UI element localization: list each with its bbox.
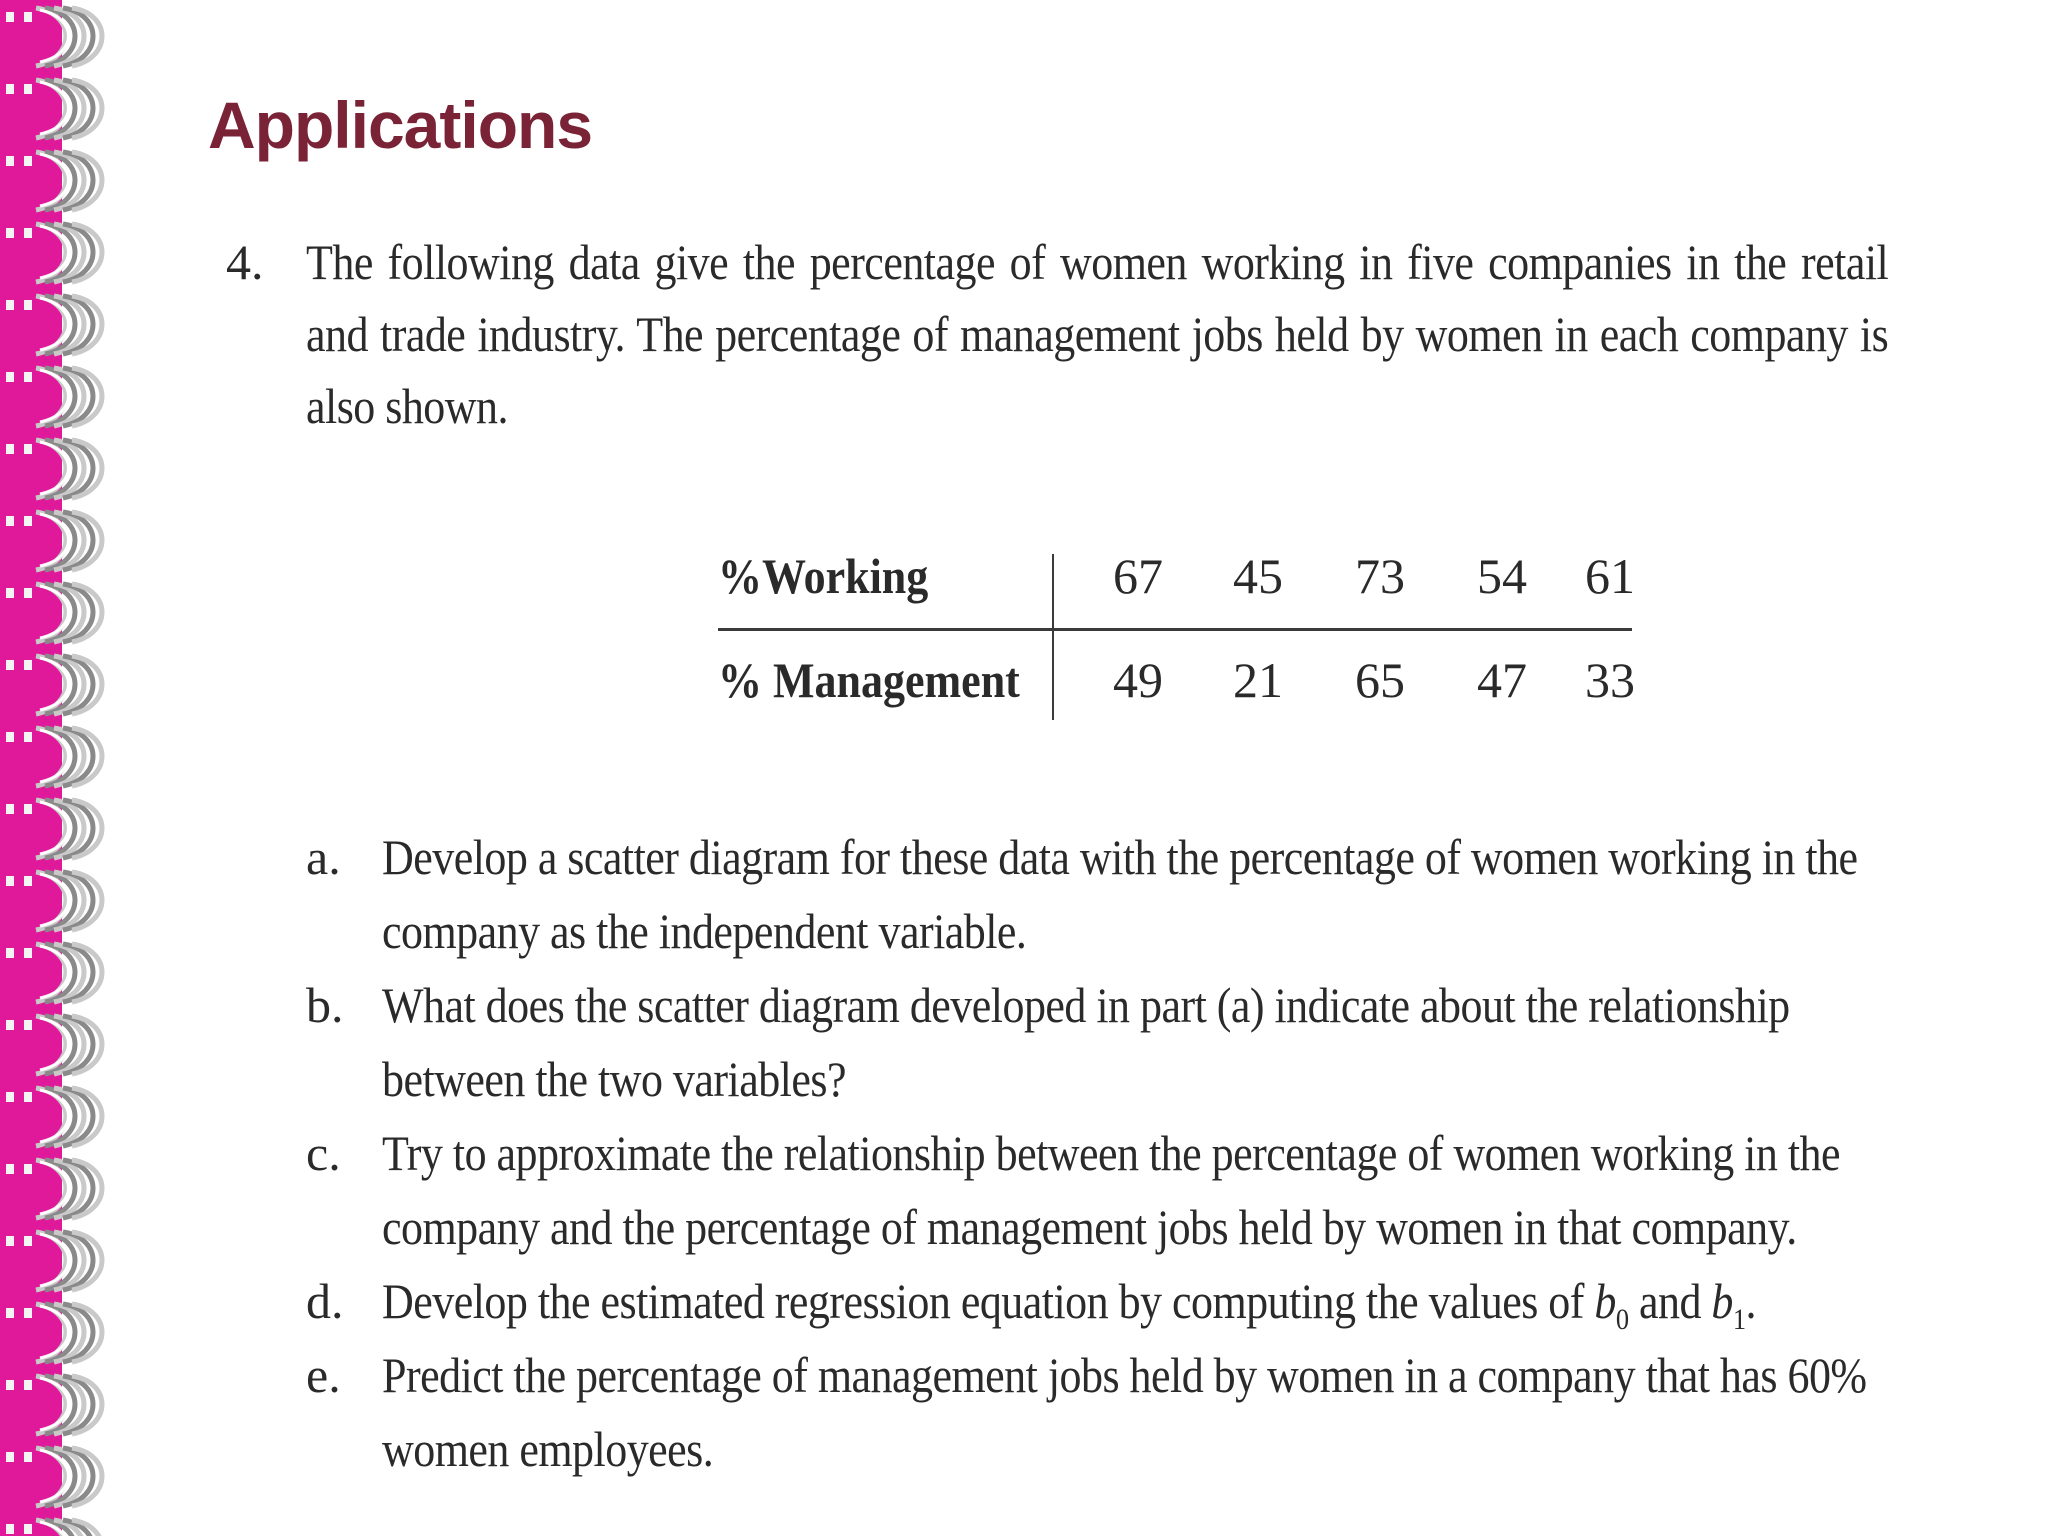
table-cell: 49: [1113, 652, 1163, 708]
table-cell: 54: [1477, 548, 1527, 604]
table-row-management: [718, 644, 1635, 728]
table-cell: 45: [1233, 548, 1283, 604]
row-label-management: % Management: [718, 652, 1020, 708]
b-symbol: b: [1711, 1273, 1733, 1329]
question-text: What does the scatter diagram developed in part (a) indicate about the relationship between the two variables?: [382, 977, 1790, 1107]
table-row-working: [718, 540, 1635, 624]
data-table: [718, 540, 1635, 718]
table-cell: 47: [1477, 652, 1527, 708]
b0-subscript: 0: [1615, 1303, 1629, 1336]
section-title: Applications: [208, 88, 593, 162]
table-cell: 73: [1355, 548, 1405, 604]
table-divider-horizontal: [718, 628, 1632, 631]
b-symbol: b: [1594, 1273, 1616, 1329]
period-text: .: [1745, 1273, 1757, 1329]
table-cell: 67: [1113, 548, 1163, 604]
table-cell: 65: [1355, 652, 1405, 708]
b1-subscript: 1: [1732, 1303, 1746, 1336]
problem-statement: The following data give the percentage of women working in five companies in the retail and trade industry. The percentage of management jobs held by women in each company is also shown.: [306, 234, 1889, 434]
binder-rings-graphic: [0, 0, 135, 1536]
question-text: Predict the percentage of management jobs held by women in a company that has 60% women employees.: [382, 1347, 1867, 1477]
row-label-working: %Working: [718, 548, 929, 604]
question-letter: d.: [306, 1273, 344, 1329]
table-cell: 61: [1585, 548, 1635, 604]
table-cell: 21: [1233, 652, 1283, 708]
problem-number: 4.: [226, 234, 264, 290]
question-letter: a.: [306, 829, 341, 885]
question-text: Try to approximate the relationship between the percentage of women working in the company and the percentage of management jobs held by women in that company.: [382, 1125, 1840, 1255]
question-d-text: Develop the estimated regression equation by computing the values of: [382, 1273, 1595, 1329]
table-cell: 33: [1585, 652, 1635, 708]
question-letter: b.: [306, 977, 344, 1033]
question-letter: c.: [306, 1125, 341, 1181]
question-letter: e.: [306, 1347, 341, 1403]
binder-decoration: [0, 0, 135, 1536]
and-text: and: [1628, 1273, 1712, 1329]
question-text: Develop a scatter diagram for these data with the percentage of women working in the company as the independent variable.: [382, 829, 1858, 959]
